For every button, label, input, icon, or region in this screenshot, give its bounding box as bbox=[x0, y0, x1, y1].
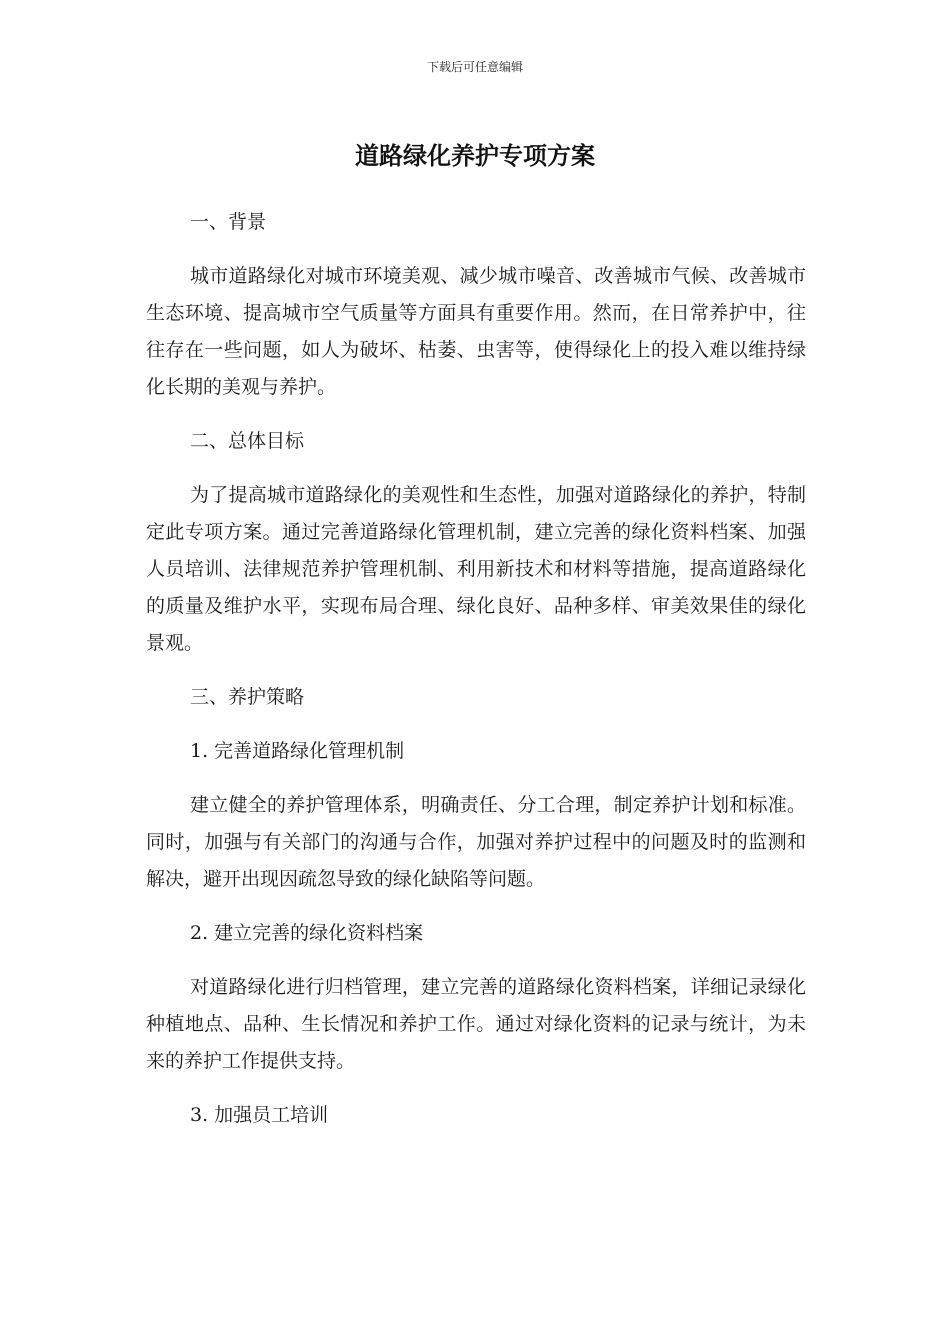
paragraph-background: 城市道路绿化对城市环境美观、减少城市噪音、改善城市气候、改善城市生态环境、提高城市空气质量等方面具有重要作用。然而，在日常养护中，往往存在一些问题，如人为破坏、枯萎、虫害等，使得绿化上的投入难以维持绿化长期的美观与养护。 bbox=[146, 265, 806, 398]
paragraph-management: 建立健全的养护管理体系，明确责任、分工合理，制定养护计划和标准。同时，加强与有关部门的沟通与合作，加强对养护过程中的问题及时的监测和解决，避开出现因疏忽导致的绿化缺陷等问题。 bbox=[146, 794, 806, 890]
section-heading-background: 一、背景 bbox=[190, 211, 267, 233]
document-title: 道路绿化养护专项方案 bbox=[355, 142, 595, 170]
subheading-management: 1. 完善道路绿化管理机制 bbox=[190, 740, 405, 762]
paragraph-goal: 为了提高城市道路绿化的美观性和生态性，加强对道路绿化的养护，特制定此专项方案。通过完善道路绿化管理机制，建立完善的绿化资料档案、加强人员培训、法律规范养护管理机制、利用新技术和材料等措施，提高道路绿化的质量及维护水平，实现布局合理、绿化良好、品种多样、审美效果佳的绿化景观。 bbox=[146, 484, 806, 654]
subheading-archive: 2. 建立完善的绿化资料档案 bbox=[190, 922, 424, 944]
header-note: 下载后可任意编辑 bbox=[426, 60, 523, 74]
section-heading-goal: 二、总体目标 bbox=[190, 430, 305, 452]
document-body bbox=[146, 204, 806, 1151]
paragraph-archive: 对道路绿化进行归档管理，建立完善的道路绿化资料档案，详细记录绿化种植地点、品种、生长情况和养护工作。通过对绿化资料的记录与统计，为未来的养护工作提供支持。 bbox=[146, 976, 806, 1072]
section-heading-strategy: 三、养护策略 bbox=[190, 686, 305, 708]
subheading-training: 3. 加强员工培训 bbox=[190, 1104, 329, 1126]
